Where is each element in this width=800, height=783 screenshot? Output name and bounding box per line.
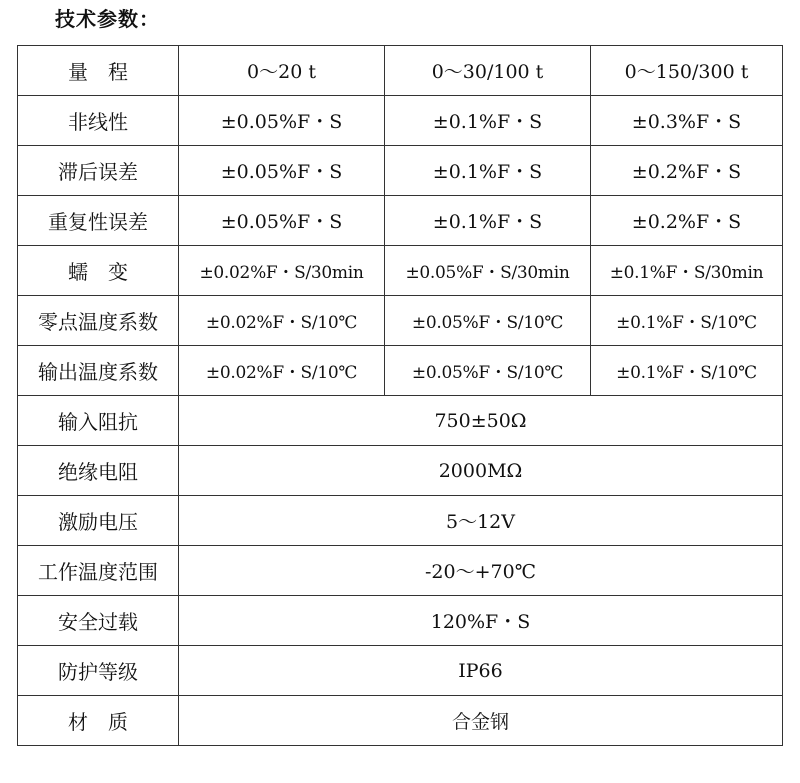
table-row-safe-overload [18, 596, 783, 646]
table-cell: 2000MΩ [179, 446, 783, 496]
table-cell: ±0.1%F・S/30min [591, 246, 783, 296]
table-cell: ±0.1%F・S/10℃ [591, 296, 783, 346]
table-row-zero-temp-coeff [18, 296, 783, 346]
table-row-excitation-voltage [18, 496, 783, 546]
table-cell: -20～+70℃ [179, 546, 783, 596]
table-cell: ±0.05%F・S/30min [385, 246, 591, 296]
row-label: 重复性误差 [18, 196, 179, 246]
table-cell: ±0.2%F・S [591, 196, 783, 246]
row-label: 防护等级 [18, 646, 179, 696]
table-cell: ±0.05%F・S/10℃ [385, 296, 591, 346]
table-cell: ±0.1%F・S/10℃ [591, 346, 783, 396]
row-label: 蠕 变 [18, 246, 179, 296]
table-cell: ±0.05%F・S [179, 146, 385, 196]
spec-table [17, 45, 783, 746]
row-label: 材 质 [18, 696, 179, 746]
table-cell: 120%F・S [179, 596, 783, 646]
table-row-input-impedance [18, 396, 783, 446]
table-row-nonlinearity [18, 96, 783, 146]
table-cell: 合金钢 [179, 696, 783, 746]
table-row-hysteresis [18, 146, 783, 196]
table-row-operating-temp [18, 546, 783, 596]
table-cell: ±0.1%F・S [385, 196, 591, 246]
row-label: 零点温度系数 [18, 296, 179, 346]
row-label: 输出温度系数 [18, 346, 179, 396]
table-row-insulation-resistance [18, 446, 783, 496]
row-label: 输入阻抗 [18, 396, 179, 446]
row-label: 安全过载 [18, 596, 179, 646]
table-row-creep [18, 246, 783, 296]
row-label: 激励电压 [18, 496, 179, 546]
table-cell: 0～30/100 t [385, 46, 591, 96]
row-label: 绝缘电阻 [18, 446, 179, 496]
table-cell: ±0.1%F・S [385, 146, 591, 196]
table-cell: ±0.02%F・S/10℃ [179, 346, 385, 396]
row-label: 滞后误差 [18, 146, 179, 196]
table-cell: ±0.2%F・S [591, 146, 783, 196]
table-row-repeatability [18, 196, 783, 246]
table-cell: 750±50Ω [179, 396, 783, 446]
table-cell: 0～20 t [179, 46, 385, 96]
table-cell: ±0.02%F・S/30min [179, 246, 385, 296]
row-label: 工作温度范围 [18, 546, 179, 596]
row-label: 量 程 [18, 46, 179, 96]
table-cell: ±0.1%F・S [385, 96, 591, 146]
table-cell: ±0.05%F・S [179, 96, 385, 146]
table-cell: ±0.05%F・S [179, 196, 385, 246]
section-heading: 技术参数： [55, 7, 160, 31]
table-row-output-temp-coeff [18, 346, 783, 396]
table-row-range [18, 46, 783, 96]
table-cell: ±0.3%F・S [591, 96, 783, 146]
table-cell: IP66 [179, 646, 783, 696]
table-cell: ±0.05%F・S/10℃ [385, 346, 591, 396]
table-cell: 0～150/300 t [591, 46, 783, 96]
table-cell: ±0.02%F・S/10℃ [179, 296, 385, 346]
table-cell: 5～12V [179, 496, 783, 546]
row-label: 非线性 [18, 96, 179, 146]
table-row-material [18, 696, 783, 746]
table-row-protection-class [18, 646, 783, 696]
